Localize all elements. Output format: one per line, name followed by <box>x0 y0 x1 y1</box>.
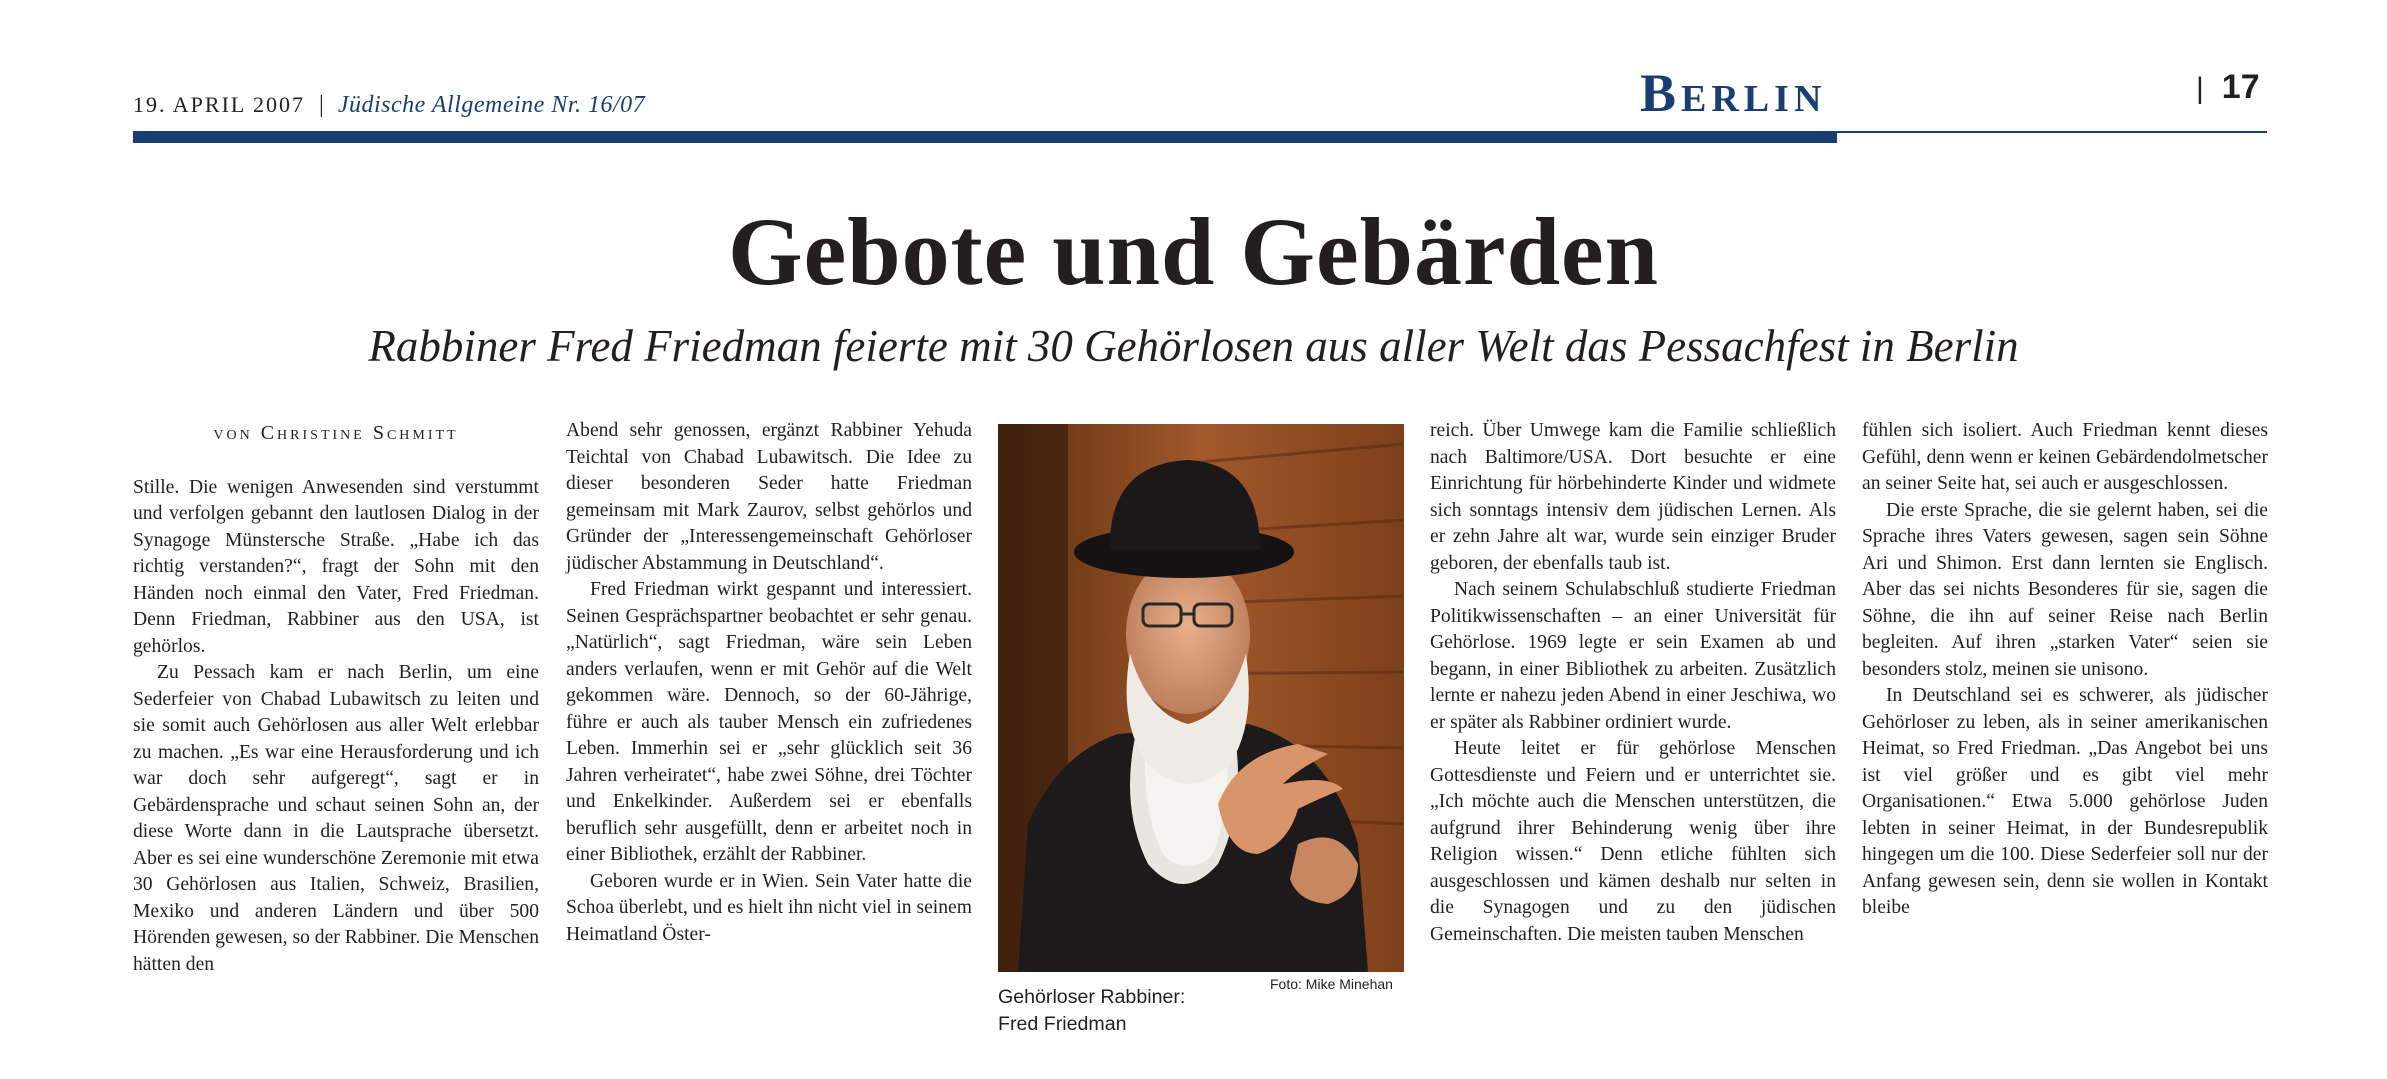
header-rule-thin <box>1837 131 2267 133</box>
caption-line: Gehörloser Rabbiner: <box>998 986 1186 1008</box>
caption-line: Fred Friedman <box>998 1013 1127 1035</box>
article-column-3 <box>1430 418 1836 948</box>
paragraph: fühlen sich isoliert. Auch Friedman kennt dieses Gefühl, denn wenn er keinen Gebärdendolmetscher an seiner Seite hat, sei auch er ausgeschlossen. <box>1862 420 2268 494</box>
article-subheadline: Rabbiner Fred Friedman feierte mit 30 Gehörlosen aus aller Welt das Pessachfest in Berlin <box>368 321 2019 371</box>
rabbi-photo <box>998 424 1404 972</box>
author-byline: von Christine Schmitt <box>213 422 459 444</box>
paragraph: Nach seinem Schulabschluß studierte Friedman Politikwissenschaften – an einer Universität für Gehörlose. 1969 legte er sein Examen ab und begann, in einer Bibliothek zu arbeiten. Zusätzlich lernte er nahezu jeden Abend in einer Jeschiwa, wo er später als Rabbiner ordiniert wurde. <box>1430 579 1836 733</box>
paragraph: Abend sehr genossen, ergänzt Rabbiner Yehuda Teichtal von Chabad Lubawitsch. Die Idee zu dieser besonderen Seder hatte Friedman gemeinsam mit Mark Zaurov, selbst gehörlos und Gründer der „Interessengemeinschaft Gehörloser jüdischer Abstammung in Deutschland“. <box>566 420 972 574</box>
paragraph: Zu Pessach kam er nach Berlin, um eine Sederfeier von Chabad Lubawitsch zu leiten und sie somit auch Gehörlosen aus aller Welt erlebbar zu machen. „Es war eine Herausforderung und ich war doch sehr aufgeregt“, sagt er in Gebärdensprache und schaut seinen Sohn an, der diese Worte dann in die Lautsprache übersetzt. Aber es sei eine wunderschöne Zeremonie mit etwa 30 Gehörlosen aus Italien, Schweiz, Brasilien, Mexiko und anderen Ländern und über 500 Hörenden gewesen, so der Rabbiner. Die Menschen hätten den <box>133 662 539 975</box>
page-number: 17 <box>2221 68 2260 106</box>
paragraph: In Deutschland sei es schwerer, als jüdischer Gehörloser zu leben, als in seiner amerikanischen Heimat, so Fred Friedman. „Das Angebot bei uns ist viel größer und es gibt viel mehr Organisationen.“ Etwa 5.000 gehörlose Juden lebten in seiner Heimat, in der Bundesrepublik hingegen um die 100. Diese Sederfeier soll nur der Anfang gewesen sein, denn sie wollen in Kontakt bleibe <box>1862 685 2268 918</box>
issue-date: 19. APRIL 2007 <box>133 92 306 117</box>
article-column-2 <box>566 418 972 948</box>
paragraph: Die erste Sprache, die sie gelernt haben, sei die Sprache ihres Vaters gewesen, sagen sein Söhne Ari und Shimon. Erst dann lernten sie Englisch. Aber das sei nichts Besonderes für sie, sagen die Söhne, die ihn auf seiner Reise nach Berlin begleiten. Auf ihren „starken Vater“ seien sie besonders stolz, meinen sie unisono. <box>1862 499 2268 680</box>
photo-caption <box>998 984 1258 1038</box>
header-rule-thick <box>133 131 1837 143</box>
paragraph: Stille. Die wenigen Anwesenden sind verstummt und verfolgen gebannt den lautlosen Dialog in der Synagoge Münstersche Straße. „Habe ich das richtig verstanden?“, fragt der Sohn mit den Händen noch einmal den Vater, Fred Friedman. Denn Friedman, Rabbiner aus den USA, ist gehörlos. <box>133 476 539 657</box>
rabbi-photo-illustration <box>998 424 1404 972</box>
header-separator: | <box>319 92 324 118</box>
newspaper-name: Jüdische Allgemeine Nr. 16/07 <box>337 92 646 118</box>
page-number-block <box>2196 68 2260 107</box>
paragraph: reich. Über Umwege kam die Familie schließlich nach Baltimore/USA. Dort besuchte er eine Einrichtung für hörbehinderte Kinder und widmete sich sonntags intensiv dem jüdischen Lernen. Als er zehn Jahre alt war, wurde sein einziger Bruder geboren, der ebenfalls taub ist. <box>1430 420 1836 574</box>
photo-credit: Foto: Mike Minehan <box>1270 976 1393 992</box>
section-title: Berlin <box>1640 63 1827 123</box>
article-headline: Gebote und Gebärden <box>727 198 1660 305</box>
page-number-separator: | <box>2196 72 2204 105</box>
article-column-1 <box>133 420 539 978</box>
issue-line <box>133 92 645 119</box>
paragraph: Fred Friedman wirkt gespannt und interessiert. Seinen Gesprächspartner beobachtet er sehr genau. „Natürlich“, sagt Friedman, wäre sein Leben anders verlaufen, wenn er mit Gehör auf die Welt gekommen wäre. Dennoch, so der 60-Jährige, führe er auch als tauber Mensch ein zufriedenes Leben. Immerhin sei er „sehr glücklich seit 36 Jahren verheiratet“, habe zwei Söhne, drei Töchter und Enkelkinder. Außerdem sei er ebenfalls beruflich sehr ausgefüllt, denn er arbeitet noch in einer Bibliothek, erzählt der Rabbiner. <box>566 579 972 865</box>
article-column-4 <box>1862 418 2268 922</box>
paragraph: Geboren wurde er in Wien. Sein Vater hatte die Schoa überlebt, und es hielt ihn nicht viel in seinem Heimatland Öster- <box>566 870 972 945</box>
paragraph: Heute leitet er für gehörlose Menschen Gottesdienste und Feiern und er unterrichtet sie. „Ich möchte auch die Menschen unterstützen, die aufgrund ihrer Behinderung wenig über ihre Religion wissen.“ Denn etliche fühlten sich ausgeschlossen und kämen deshalb nur selten in die Synagogen und zu den jüdischen Gemeinschaften. Die meisten tauben Menschen <box>1430 738 1836 945</box>
